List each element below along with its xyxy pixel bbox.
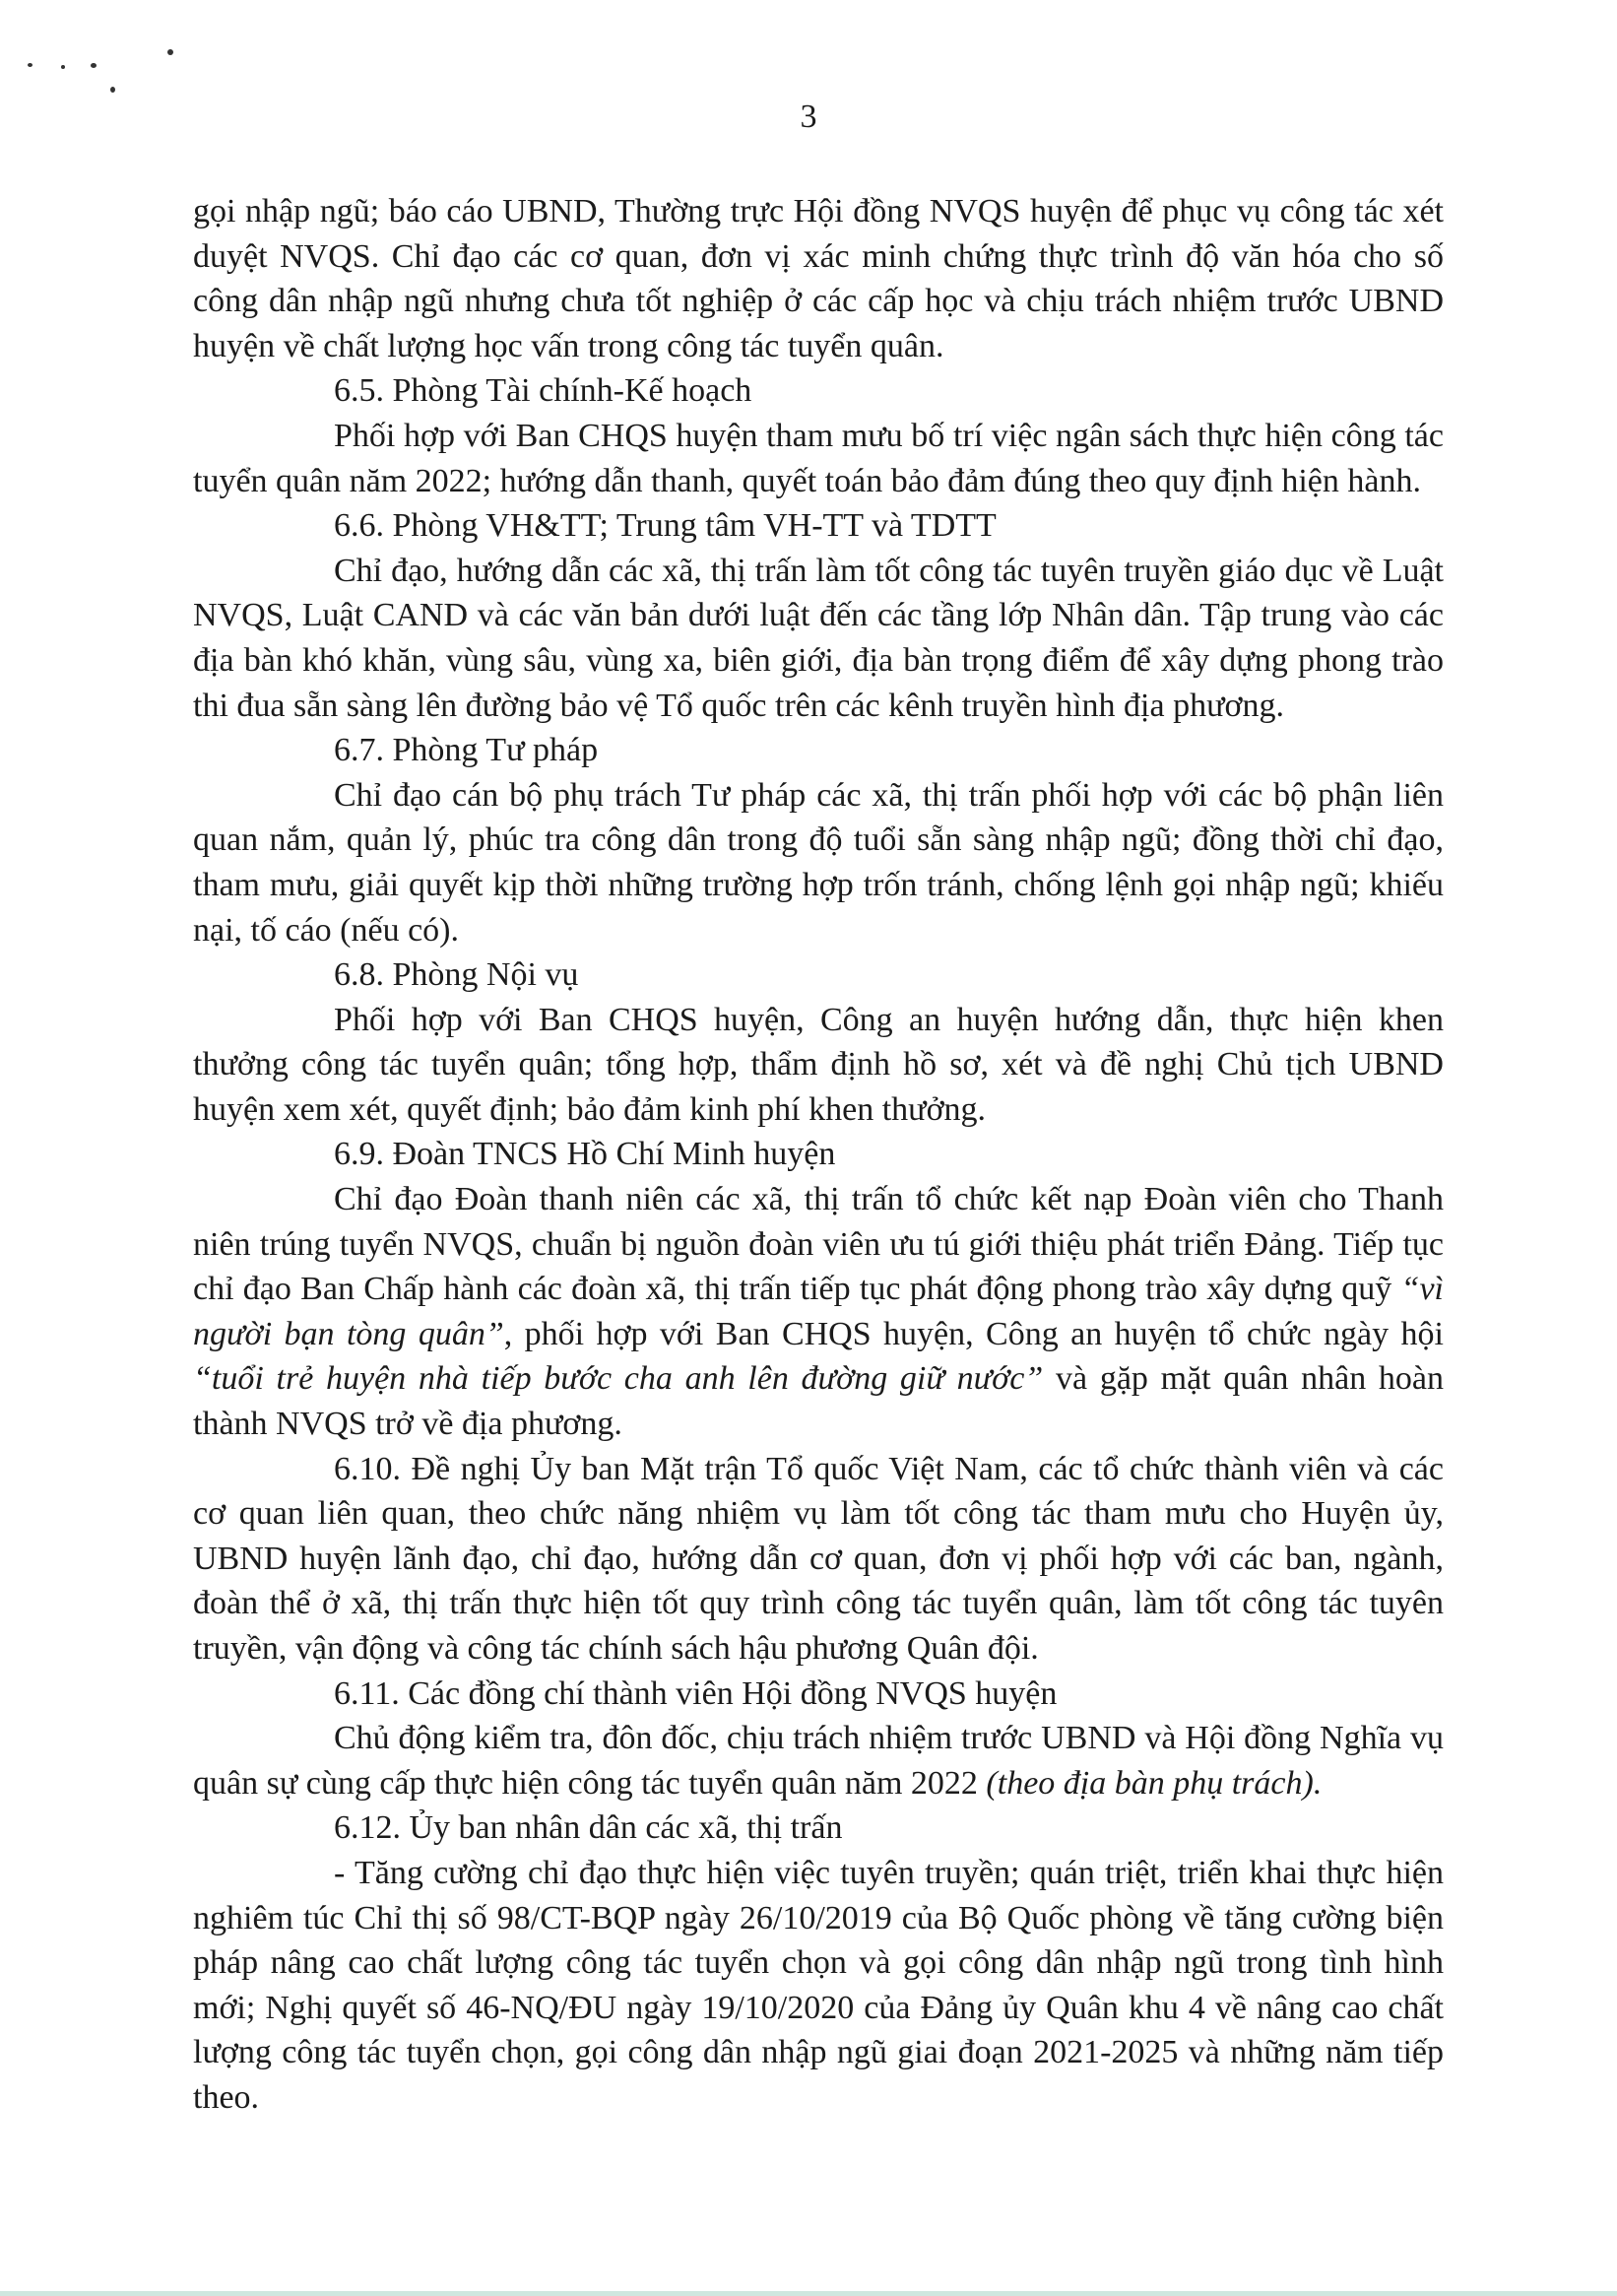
paragraph-6-9-text: , phối hợp với Ban CHQS huyện, Công an huyện tổ chức ngày hội [503, 1315, 1445, 1352]
heading-6-12: 6.12. Ủy ban nhân dân các xã, thị trấn [334, 1809, 843, 1847]
paragraph-6-8: Phối hợp với Ban CHQS huyện, Công an huyện hướng dẫn, thực hiện khen thưởng công tác tuyển quân; tổng hợp, thẩm định hồ sơ, xét và đề nghị Chủ tịch UBND huyện xem xét, quyết định; bảo đảm kinh phí khen thưởng. [193, 1001, 1444, 1128]
paragraph-6-5: Phối hợp với Ban CHQS huyện tham mưu bố trí việc ngân sách thực hiện công tác tuyển quân năm 2022; hướng dẫn thanh, quyết toán bảo đảm đúng theo quy định hiện hành. [193, 417, 1444, 499]
paragraph-6-11-text: Chủ động kiểm tra, đôn đốc, chịu trách nhiệm trước UBND và Hội đồng Nghĩa vụ quân sự cùng cấp thực hiện công tác tuyển quân năm 2022 [193, 1720, 1444, 1802]
heading-6-5: 6.5. Phòng Tài chính-Kế hoạch [334, 372, 752, 410]
scan-speck [167, 49, 173, 55]
scan-speck [28, 63, 32, 67]
page-number: 3 [800, 98, 817, 135]
paragraph-6-10: 6.10. Đề nghị Ủy ban Mặt trận Tổ quốc Việt Nam, các tổ chức thành viên và các cơ quan liên quan, theo chức năng nhiệm vụ làm tốt công tác tham mưu cho Huyện ủy, UBND huyện lãnh đạo, chỉ đạo, hướng dẫn cơ quan, đơn vị phối hợp với các ban, ngành, đoàn thể ở xã, thị trấn thực hiện tốt quy trình công tác tuyển quân, làm tốt công tác tuyên truyền, vận động và công tác chính sách hậu phương Quân đội. [193, 1450, 1444, 1667]
paragraph-6-9 [193, 1177, 1444, 1447]
paragraph-6-9-text: Chỉ đạo Đoàn thanh niên các xã, thị trấn tổ chức kết nạp Đoàn viên cho Thanh niên trúng tuyển NVQS, chuẩn bị nguồn đoàn viên ưu tú giới thiệu phát triển Đảng. Tiếp tục chỉ đạo Ban Chấp hành các đoàn xã, thị trấn tiếp tục phát động phong trào xây dựng quỹ [193, 1181, 1444, 1308]
paragraph-6-12: - Tăng cường chỉ đạo thực hiện việc tuyên truyền; quán triệt, triển khai thực hiện nghiêm túc Chỉ thị số 98/CT-BQP ngày 26/10/2019 của Bộ Quốc phòng về tăng cường biện pháp nâng cao chất lượng công tác tuyển chọn và gọi công dân nhập ngũ trong tình hình mới; Nghị quyết số 46-NQ/ĐU ngày 19/10/2020 của Đảng ủy Quân khu 4 về nâng cao chất lượng công tác tuyển chọn, gọi công dân nhập ngũ giai đoạn 2021-2025 và những năm tiếp theo. [193, 1854, 1444, 2116]
heading-6-9: 6.9. Đoàn TNCS Hồ Chí Minh huyện [334, 1136, 836, 1173]
heading-6-6: 6.6. Phòng VH&TT; Trung tâm VH-TT và TDTT [334, 507, 997, 545]
scan-speck [110, 87, 115, 93]
heading-6-8: 6.8. Phòng Nội vụ [334, 956, 579, 994]
paragraph-6-9-text: và gặp mặt quân nhân hoàn thành NVQS trở về địa phương. [193, 1360, 1445, 1443]
heading-6-11: 6.11. Các đồng chí thành viên Hội đồng NVQS huyện [334, 1674, 1058, 1712]
festival-name-quote: “tuổi trẻ huyện nhà tiếp bước cha anh lên đường giữ nước” [193, 1360, 1044, 1398]
paragraph-6-11-note: (theo địa bàn phụ trách). [986, 1764, 1323, 1802]
paragraph-6-4-continued: gọi nhập ngũ; báo cáo UBND, Thường trực Hội đồng NVQS huyện để phục vụ công tác xét duyệt NVQS. Chỉ đạo các cơ quan, đơn vị xác minh chứng thực trình độ văn hóa cho số công dân nhập ngũ nhưng chưa tốt nghiệp ở các cấp học và chịu trách nhiệm trước UBND huyện về chất lượng học vấn trong công tác tuyển quân. [193, 193, 1444, 364]
scan-speck [61, 65, 65, 69]
scan-bottom-edge [0, 2291, 1617, 2296]
paragraph-6-11 [193, 1716, 1444, 1805]
fund-name-quote: “vì người bạn tòng quân” [193, 1271, 1444, 1352]
document-body [193, 189, 1444, 2121]
paragraph-6-7: Chỉ đạo cán bộ phụ trách Tư pháp các xã, thị trấn phối hợp với các bộ phận liên quan nắm, quản lý, phúc tra công dân trong độ tuổi sẵn sàng nhập ngũ; đồng thời chỉ đạo, tham mưu, giải quyết kịp thời những trường hợp trốn tránh, chống lệnh gọi nhập ngũ; khiếu nại, tố cáo (nếu có). [193, 776, 1444, 949]
heading-6-7: 6.7. Phòng Tư pháp [334, 732, 599, 769]
scan-speck [91, 63, 97, 68]
paragraph-6-6: Chỉ đạo, hướng dẫn các xã, thị trấn làm tốt công tác tuyên truyền giáo dục về Luật NVQS, Luật CAND và các văn bản dưới luật đến các tầng lớp Nhân dân. Tập trung vào các địa bàn khó khăn, vùng sâu, vùng xa, biên giới, địa bàn trọng điểm để xây dựng phong trào thi đua sẵn sàng lên đường bảo vệ Tổ quốc trên các kênh truyền hình địa phương. [193, 552, 1444, 724]
